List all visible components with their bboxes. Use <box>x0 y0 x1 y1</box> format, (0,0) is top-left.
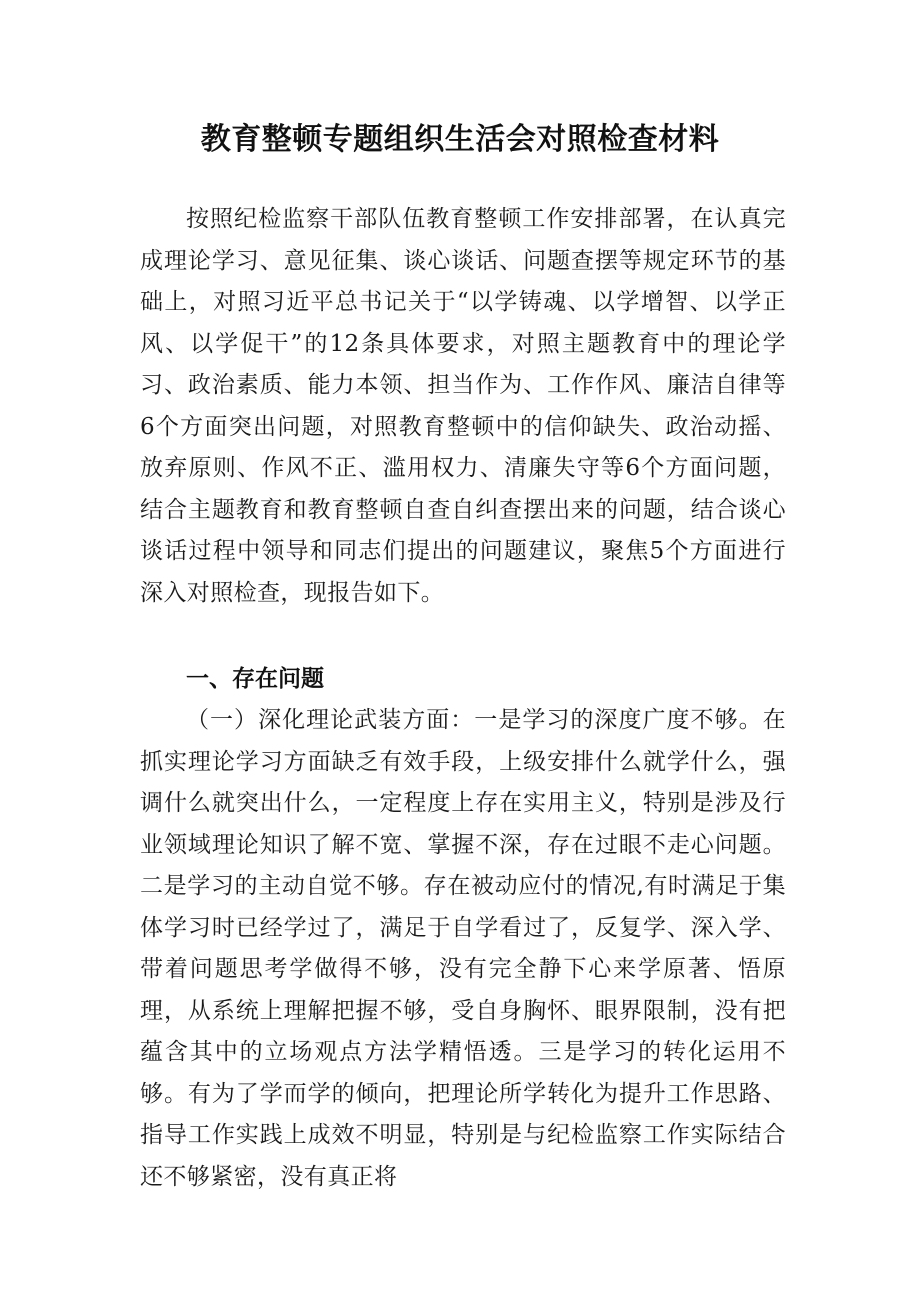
intro-paragraph: 按照纪检监察干部队伍教育整顿工作安排部署，在认真完成理论学习、意见征集、谈心谈话、问题查摆等规定环节的基础上，对照习近平总书记关于“以学铸魂、以学增智、以学正风、以学促干”的12条具体要求，对照主题教育中的理论学习、政治素质、能力本领、担当作为、工作作风、廉洁自律等6个方面突出问题，对照教育整顿中的信仰缺失、政治动摇、放弃原则、作风不正、滥用权力、清廉失守等6个方面问题，结合主题教育和教育整顿自查自纠查摆出来的问题，结合谈心谈话过程中领导和同志们提出的问题建议，聚焦5个方面进行深入对照检查，现报告如下。 <box>140 206 786 606</box>
section-heading: 一、存在问题 <box>186 666 324 692</box>
section-paragraph: （一）深化理论武装方面：一是学习的深度广度不够。在抓实理论学习方面缺乏有效手段，上级安排什么就学什么，强调什么就突出什么，一定程度上存在实用主义，特别是涉及行业领域理论知识了解不宽、掌握不深，存在过眼不走心问题。二是学习的主动自觉不够。存在被动应付的情况,有时满足于集体学习时已经学过了，满足于自学看过了，反复学、深入学、带着问题思考学做得不够，没有完全静下心来学原著、悟原理，从系统上理解把握不够，受自身胸怀、眼界限制，没有把蕴含其中的立场观点方法学精悟透。三是学习的转化运用不够。有为了学而学的倾向，把理论所学转化为提升工作思路、指导工作实践上成效不明显，特别是与纪检监察工作实际结合还不够紧密，没有真正将 <box>140 707 786 1190</box>
document-title: 教育整顿专题组织生活会对照检查材料 <box>200 122 720 157</box>
